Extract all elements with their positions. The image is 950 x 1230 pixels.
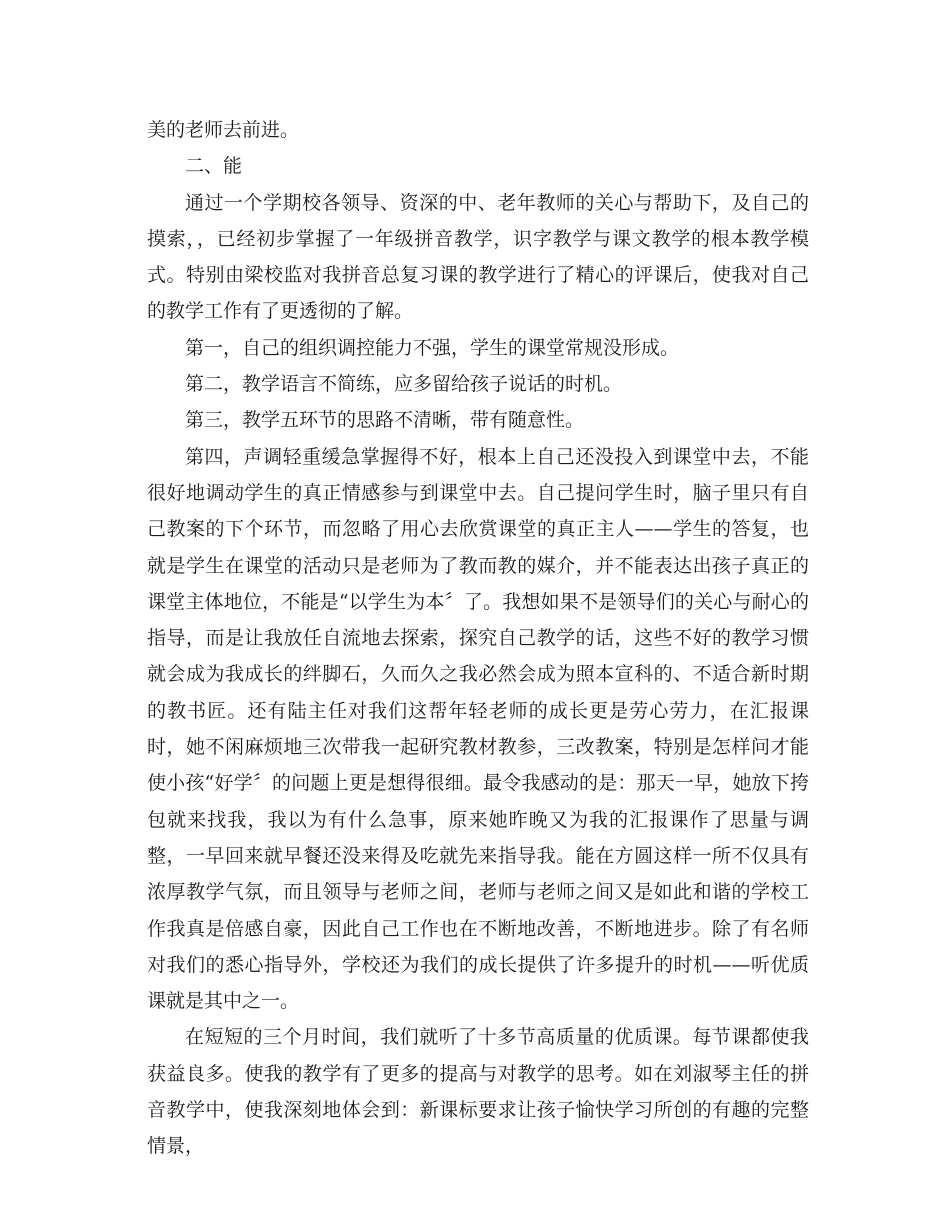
paragraph-point-4: 第四，声调轻重缓急掌握得不好，根本上自己还没投入到课堂中去，不能很好地调动学生的真正情感参与到课堂中去。自己提问学生时，脑子里只有自己教案的下个环节，而忽略了用心去欣赏课堂的真正主人——学生的答复，也就是学生在课堂的活动只是老师为了教而教的媒介，并不能表达出孩子真正的课堂主体地位，不能是“以学生为本〞了。我想如果不是领导们的关心与耐心的指导，而是让我放任自流地去探索，探究自己教学的话，这些不好的教学习惯就会成为我成长的绊脚石，久而久之我必然会成为照本宣科的、不适合新时期的教书匠。还有陆主任对我们这帮年轻老师的成长更是劳心劳力，在汇报课时，她不闲麻烦地三次带我一起研究教材教参，三改教案，特别是怎样问才能使小孩“好学〞的问题上更是想得很细。最令我感动的是：那天一早，她放下挎包就来找我，我以为有什么急事，原来她昨晚又为我的汇报课作了思量与调整，一早回来就早餐还没来得及吃就先来指导我。能在方圆这样一所不仅具有浓厚教学气氛，而且领导与老师之间，老师与老师之间又是如此和谐的学校工作我真是倍感自豪，因此自己工作也在不断地改善，不断地进步。除了有名师对我们的悉心指导外，学校还为我们的成长提供了许多提升的时机——听优质课就是其中之一。 xyxy=(147,445,809,1013)
paragraph-point-2: 第二，教学语言不简练，应多留给孩子说话的时机。 xyxy=(185,373,623,396)
paragraph-intro: 通过一个学期校各领导、资深的中、老年教师的关心与帮助下，及自己的摸索，，已经初步掌握了一年级拼音教学，识字教学与课文教学的根本教学模式。特别由梁校监对我拼音总复习课的教学进行了精心的评课后，使我对自己的教学工作有了更透彻的了解。 xyxy=(147,191,809,323)
paragraph-point-1: 第一，自己的组织调控能力不强，学生的课堂常规没形成。 xyxy=(185,336,680,359)
paragraph-point-3: 第三，教学五环节的思路不清晰，带有随意性。 xyxy=(185,409,585,432)
paragraph-continuation: 美的老师去前进。 xyxy=(147,119,300,141)
section-heading: 二、能 xyxy=(185,155,243,178)
document-body xyxy=(147,112,809,1165)
paragraph-lessons: 在短短的三个月时间，我们就听了十多节高质量的优质课。每节课都使我获益良多。使我的教学有了更多的提高与对教学的思考。如在刘淑琴主任的拼音教学中，使我深刻地体会到：新课标要求让孩子愉快学习所创的有趣的完整情景， xyxy=(147,1026,809,1158)
